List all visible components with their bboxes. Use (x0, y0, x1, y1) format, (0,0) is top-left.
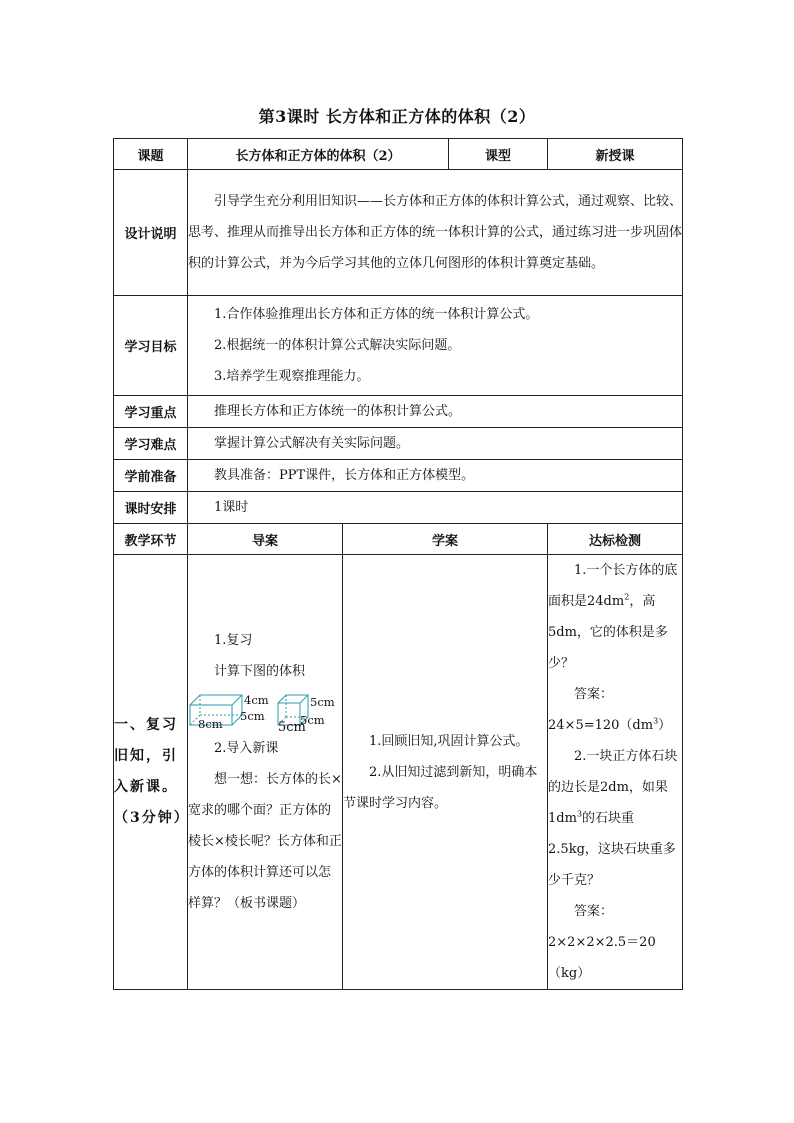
check-cell (548, 555, 683, 990)
goals-label: 学习目标 (114, 296, 188, 396)
preparation-label: 学前准备 (114, 460, 188, 492)
row-topic (114, 139, 683, 170)
schedule-text: 1课时 (214, 500, 249, 515)
cuboid-length-label: 8cm (198, 717, 223, 731)
goal-item: 3.培养学生观察推理能力。 (214, 369, 370, 384)
cube-edge-label: 5cm (310, 695, 335, 709)
key-point-label: 学习重点 (114, 396, 188, 428)
row-key-point (114, 396, 683, 428)
stage-text: 一、复习旧知，引入新课。（3分钟） (114, 555, 188, 990)
header-learn: 学案 (343, 524, 548, 555)
learn-cell (343, 555, 548, 990)
header-stage: 教学环节 (114, 524, 188, 555)
topic-value: 长方体和正方体的体积（2） (188, 139, 449, 170)
row-preparation (114, 460, 683, 492)
check-question-2: 2.一块正方体石块的边长是2dm，如果$1dm^3$的石块重2.5kg，这块石块重多少千克？ (548, 749, 678, 888)
cube-depth-label: 5cm (300, 713, 325, 727)
row-design (114, 170, 683, 296)
guide-instruction: 计算下图的体积 (214, 664, 306, 679)
check-question-1: 1.一个长方体的底面积是$24dm^2$，高5dm，它的体积是多少？ (548, 563, 678, 671)
check-answer-1: 答案：$24\times 5=120(dm^3)$ (548, 687, 672, 733)
guide-cell (188, 555, 343, 990)
row-schedule (114, 492, 683, 524)
cuboid-width-label: 5cm (240, 709, 265, 723)
topic-label: 课题 (114, 139, 188, 170)
page-title: 第3课时 长方体和正方体的体积（2） (258, 107, 536, 126)
learn-item: 2.从旧知过滤到新知，明确本节课时学习内容。 (343, 764, 538, 811)
learn-item: 1.回顾旧知,巩固计算公式。 (369, 733, 529, 749)
goal-item: 1.合作体验推理出长方体和正方体的统一体积计算公式。 (214, 307, 539, 322)
schedule-label: 课时安排 (114, 492, 188, 524)
row-stage-one (114, 555, 683, 990)
difficulty-label: 学习难点 (114, 428, 188, 460)
lesson-type-label: 课型 (449, 139, 548, 170)
header-check: 达标检测 (548, 524, 683, 555)
guide-review: 1.复习 (214, 633, 253, 648)
row-goals (114, 296, 683, 396)
row-section-headers (114, 524, 683, 555)
header-guide: 导案 (188, 524, 343, 555)
key-point-text: 推理长方体和正方体统一的体积计算公式。 (214, 404, 462, 419)
design-text: 引导学生充分利用旧知识——长方体和正方体的体积计算公式，通过观察、比较、思考、推理从而推导出长方体和正方体的统一体积计算的公式，通过练习进一步巩固体积的计算公式，并为今后学习其他的立体几何图形的体积计算奠定基础。 (188, 194, 683, 271)
cube-base-label: 5cm (278, 720, 306, 735)
difficulty-text: 掌握计算公式解决有关实际问题。 (214, 436, 410, 451)
cuboid-height-label: 4cm (244, 693, 269, 707)
design-label: 设计说明 (114, 170, 188, 296)
preparation-text: 教具准备：PPT课件，长方体和正方体模型。 (214, 468, 475, 483)
goal-item: 2.根据统一的体积计算公式解决实际问题。 (214, 338, 461, 353)
row-difficulty (114, 428, 683, 460)
guide-question: 想一想：长方体的长×宽求的哪个面？正方体的棱长×棱长呢？长方体和正方体的体积计算还可以怎样算？（板书课题） (188, 772, 342, 911)
guide-intro: 2.导入新课 (214, 741, 279, 756)
solid-figures (188, 687, 342, 759)
lesson-plan-table (113, 138, 683, 990)
lesson-type-value: 新授课 (548, 139, 683, 170)
check-answer-2: 答案：2×2×2×2.5＝20（kg） (548, 904, 656, 981)
